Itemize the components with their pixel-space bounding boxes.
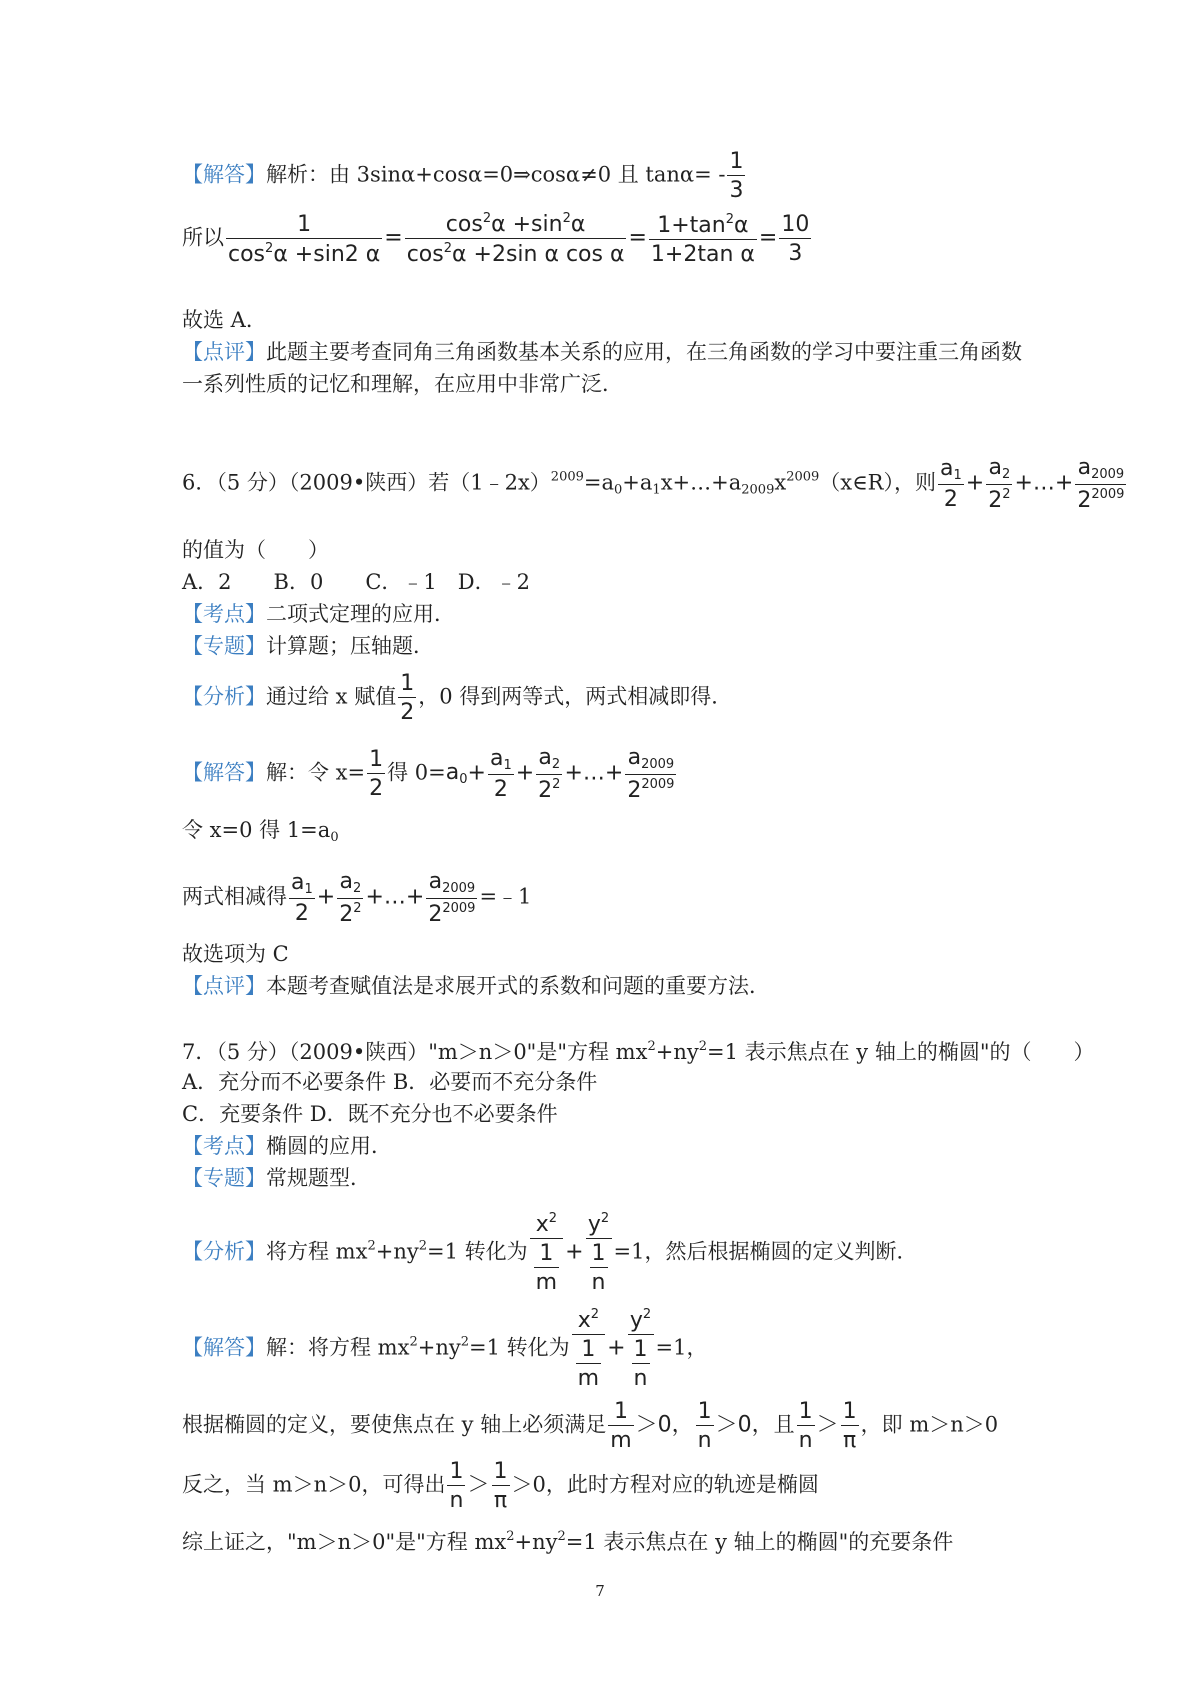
q6-options: A．2 B．0 C．﹣1 D．﹣2	[182, 570, 530, 594]
q6-ling: 令 x=0 得 $1=a_0$	[182, 818, 339, 845]
q6-line2: 的值为（ ）	[182, 538, 329, 562]
q6-jieda: 【解答】解：令 x= $\frac{1}{2}$ 得 $0=a_0+$ $\frac{a_1}{2}$ + $\frac{a_2}{2^2}$ +…+ $\frac{a_{2009}}{2^{2009}}$	[182, 745, 675, 803]
fraction-one-third: $\frac{1}{3}$	[729, 149, 744, 204]
q7-kaodian: 【考点】椭圆的应用．	[182, 1134, 392, 1158]
q6-term-a1: $\frac{a_1}{2}$	[489, 745, 512, 803]
q6-term-a2009: $\frac{a_{2009}}{2^{2009}}$	[627, 745, 675, 803]
q6-question-line: 6．（5 分）（2009•陕西）若$(1﹣2x)^{2009}=a_0+a_1x+\dots+a_{2009}x^{2009}(x\in R)$，则 $\frac{a_1}{2}$ + $\frac{a_2}{2^2}$ +…+ $\frac{a_{2009}}{2^{2009}}$	[182, 455, 1125, 513]
kaodian-tag: 【考点】	[182, 602, 266, 626]
q7-zongshang: 综上证之，"m＞n＞0"是"方程 $mx^2+ny^2=1$ 表示焦点在 y 轴上的椭圆"的充要条件	[182, 1529, 954, 1554]
q6-term-a1: $\frac{a_1}{2}$	[940, 455, 962, 513]
q6-liangshi: 两式相减得 $\frac{a_1}{2}$ + $\frac{a_2}{2^2}$ +…+ $\frac{a_{2009}}{2^{2009}}$ =﹣1	[182, 869, 532, 927]
q5-dianping-line2: 一系列性质的记忆和理解，在应用中非常广泛．	[182, 372, 623, 396]
q5-fraction-1: $\frac{1}{\cos^2\alpha +\sin 2 \alpha}$	[228, 211, 381, 267]
fenxi-tag: 【分析】	[182, 684, 266, 709]
dianping-tag: 【点评】	[182, 974, 266, 998]
q6-zhuanti: 【专题】计算题；压轴题．	[182, 634, 434, 658]
dianping-tag: 【点评】	[182, 340, 266, 364]
q7-ellipse-x-term: $\frac{x^2}{\frac{1}{m}}$	[530, 1212, 563, 1294]
q6-dianping: 【点评】本题考查赋值法是求展开式的系数和问题的重要方法．	[182, 974, 770, 998]
q7-ellipse-y-term: $\frac{y^2}{\frac{1}{n}}$	[628, 1308, 654, 1390]
jieda-tag: 【解答】	[182, 1335, 266, 1360]
q5-equation-line: 所以 $\frac{1}{\cos^2\alpha +\sin 2 \alpha}$ = $\frac{\cos^2\alpha +\sin^2\alpha}{\cos^2\alpha +2\sin \alpha \cos \alpha}$ = $\frac{1+\tan^2\alpha}{\text{1+2tan α}}$ = $\frac{10}{3}$	[182, 211, 810, 268]
zhuanti-tag: 【专题】	[182, 1166, 266, 1190]
q7-ellipse-x-term: $\frac{x^2}{\frac{1}{m}}$	[572, 1308, 605, 1390]
kaodian-tag: 【考点】	[182, 1134, 266, 1158]
q5-fraction-result: $\frac{10}{3}$	[781, 212, 810, 267]
q5-suoyi: 所以	[182, 225, 224, 250]
q6-term-a2: $\frac{a_2}{2^2}$	[538, 745, 561, 803]
q5-dianping-line1: 【点评】此题主要考查同角三角函数基本关系的应用，在三角函数的学习中要注重三角函数	[182, 340, 1022, 364]
q7-question-line: 7．（5 分）（2009•陕西）"m＞n＞0"是"方程 $mx^2+ny^2=1$ 表示焦点在 y 轴上的椭圆"的（ ）	[182, 1039, 1095, 1064]
q5-guxuan: 故选 A．	[182, 308, 267, 332]
page-number: 7	[595, 1582, 605, 1600]
fenxi-tag: 【分析】	[182, 1239, 266, 1264]
q5-jieda-text: 解析：由 3sinα+cosα=0⇒cosα≠0 且 tanα= -	[266, 162, 726, 187]
q7-fanzhi: 反之，当 m＞n＞0，可得出 $\frac{1}{n}$ ＞ $\frac{1}{\pi}$ ＞0，此时方程对应的轨迹是椭圆	[182, 1459, 819, 1514]
q5-fraction-2: $\frac{\cos^2\alpha +\sin^2\alpha}{\cos^2\alpha +2\sin \alpha \cos \alpha}$	[406, 211, 625, 268]
q6-term-a2009: $\frac{a_{2009}}{2^{2009}}$	[428, 869, 476, 927]
q7-options-1: A．充分而不必要条件 B．必要而不充分条件	[182, 1070, 598, 1094]
fraction-half: $\frac{1}{2}$	[369, 746, 384, 801]
q7-fenxi: 【分析】将方程 $mx^2+ny^2=1$ 转化为 $\frac{x^2}{\frac{1}{m}}$ + $\frac{y^2}{\frac{1}{n}}$ =1，然后根据椭圆的定义判断．	[182, 1211, 918, 1296]
q6-term-a2009: $\frac{a_{2009}}{2^{2009}}$	[1077, 455, 1125, 513]
q5-fraction-3: $\frac{1+\tan^2\alpha}{\text{1+2tan α}}$	[650, 211, 755, 267]
q6-term-a2: $\frac{a_2}{2^2}$	[988, 455, 1011, 513]
q6-kaodian: 【考点】二项式定理的应用．	[182, 602, 455, 626]
zhuanti-tag: 【专题】	[182, 634, 266, 658]
q7-ellipse-y-term: $\frac{y^2}{\frac{1}{n}}$	[586, 1212, 612, 1294]
q7-zhuanti: 【专题】常规题型．	[182, 1166, 371, 1190]
q6-fenxi: 【分析】通过给 x 赋值 $\frac{1}{2}$ ，0 得到两等式，两式相减即得．	[182, 671, 733, 726]
q5-jieda-line	[182, 150, 747, 202]
fraction-half: $\frac{1}{2}$	[400, 671, 415, 726]
q6-term-a2: $\frac{a_2}{2^2}$	[339, 869, 362, 927]
jieda-tag: 【解答】	[182, 162, 266, 187]
q7-options-2: C．充要条件 D．既不充分也不必要条件	[182, 1102, 558, 1126]
q7-jieda: 【解答】解：将方程 $mx^2+ny^2=1$ 转化为 $\frac{x^2}{\frac{1}{m}}$ + $\frac{y^2}{\frac{1}{n}}$ =1，	[182, 1307, 708, 1392]
q6-guxuan: 故选项为 C	[182, 942, 289, 966]
q6-term-a1: $\frac{a_1}{2}$	[291, 869, 313, 927]
q7-genju: 根据椭圆的定义，要使焦点在 y 轴上必须满足 $\frac{1}{m}$ ＞0， $\frac{1}{n}$ ＞0，且 $\frac{1}{n}$ ＞ $\frac{1}{\pi}$ ，即 m＞n＞0	[182, 1399, 999, 1454]
jieda-tag: 【解答】	[182, 760, 266, 785]
